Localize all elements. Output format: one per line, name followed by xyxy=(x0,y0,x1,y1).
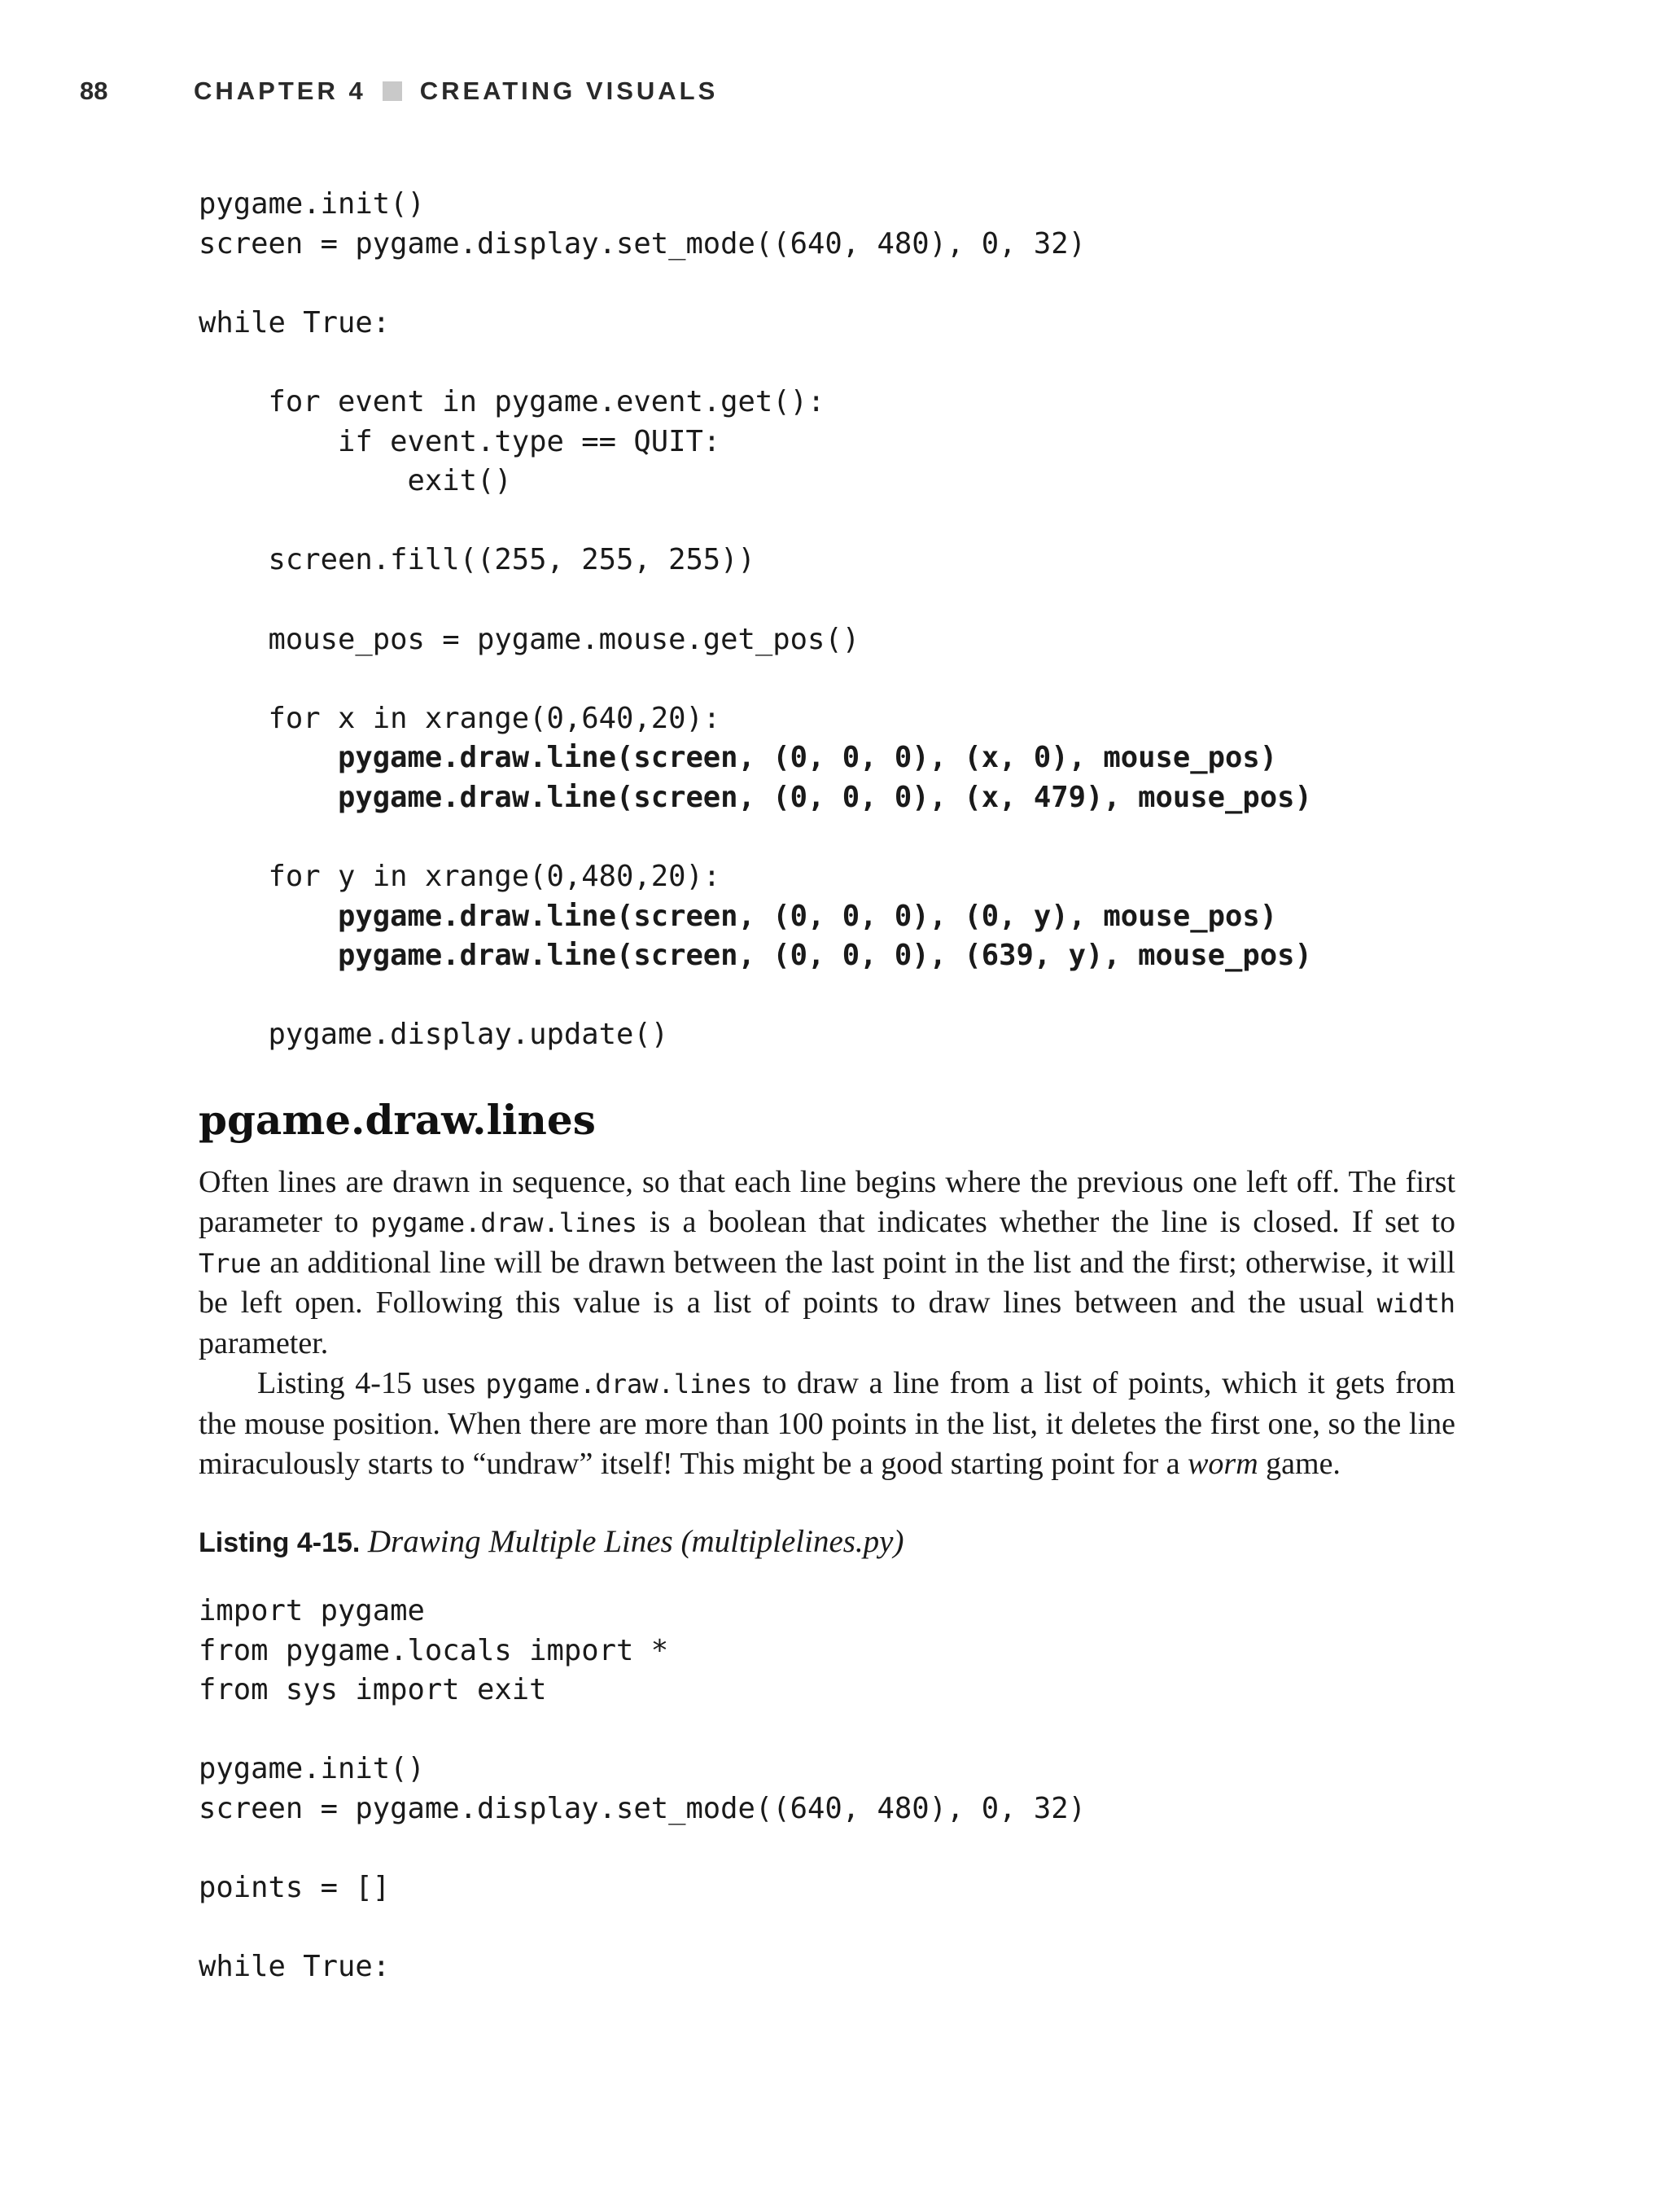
text-run: Listing 4-15 uses xyxy=(257,1365,486,1400)
code-line: mouse_pos = pygame.mouse.get_pos() xyxy=(199,622,860,656)
code-line: screen = pygame.display.set_mode((640, 480), 0, 32) xyxy=(199,1791,1087,1825)
code-line xyxy=(199,1908,1086,1948)
code-listing-4-15 xyxy=(199,1592,1086,1987)
code-line: from pygame.locals import * xyxy=(199,1633,669,1667)
text-run: to draw a line from a list of points, which it gets from the mouse position. When there are more than 100 points in the list, it deletes the first one, so the line miraculously starts to “undraw” itself! This might be a good starting point for a xyxy=(199,1365,1455,1481)
running-header xyxy=(80,75,718,107)
code-block-continued xyxy=(199,185,1312,1055)
code-line xyxy=(199,818,1312,858)
page-number: 88 xyxy=(80,77,108,105)
code-line: while True: xyxy=(199,305,391,339)
code-line: from sys import exit xyxy=(199,1673,547,1707)
paragraph xyxy=(199,1163,1455,1364)
code-line: pygame.init() xyxy=(199,1752,425,1786)
code-line-highlighted: pygame.draw.line(screen, (0, 0, 0), (0, y), mouse_pos) xyxy=(199,899,1278,933)
inline-code: pygame.draw.lines xyxy=(485,1368,753,1399)
code-line-highlighted: pygame.draw.line(screen, (0, 0, 0), (639, y), mouse_pos) xyxy=(199,939,1312,973)
code-line: for y in xrange(0,480,20): xyxy=(199,860,721,894)
code-line: import pygame xyxy=(199,1594,425,1627)
code-line: while True: xyxy=(199,1950,391,1984)
listing-caption xyxy=(199,1522,904,1562)
inline-code: width xyxy=(1376,1288,1455,1320)
chapter-label: CHAPTER 4 xyxy=(194,77,366,105)
inline-code: pygame.draw.lines xyxy=(370,1207,638,1238)
code-line xyxy=(199,659,1312,699)
code-line: for x in xrange(0,640,20): xyxy=(199,701,721,735)
code-line-highlighted: pygame.draw.line(screen, (0, 0, 0), (x, 479), mouse_pos) xyxy=(199,780,1312,814)
chapter-title: CREATING VISUALS xyxy=(419,77,719,105)
code-line xyxy=(199,580,1312,620)
text-run: parameter. xyxy=(199,1326,329,1361)
code-line xyxy=(199,502,1312,541)
text-run: game. xyxy=(1258,1446,1341,1481)
code-line: pygame.display.update() xyxy=(199,1018,669,1052)
separator-square-icon xyxy=(383,81,402,101)
code-line xyxy=(199,264,1312,304)
listing-label: Listing 4-15. xyxy=(199,1527,361,1558)
listing-title: Drawing Multiple Lines (multiplelines.py) xyxy=(367,1524,904,1559)
code-line-highlighted: pygame.draw.line(screen, (0, 0, 0), (x, 0), mouse_pos) xyxy=(199,741,1278,775)
code-line xyxy=(199,343,1312,383)
section-heading: pgame.draw.lines xyxy=(199,1096,596,1144)
code-line xyxy=(199,976,1312,1016)
code-line xyxy=(199,1710,1086,1750)
text-run: is a boolean that indicates whether the line is closed. If set to xyxy=(637,1204,1455,1239)
text-run: an additional line will be drawn between the last point in the list and the first; otherwise, it will be left open. Following this value is a list of points to draw lines between and the usual xyxy=(199,1245,1455,1321)
code-line: exit() xyxy=(199,464,512,498)
code-line: points = [] xyxy=(199,1871,391,1905)
code-line xyxy=(199,1829,1086,1869)
code-line: for event in pygame.event.get(): xyxy=(199,384,825,418)
code-line: pygame.init() xyxy=(199,187,425,221)
code-line: screen.fill((255, 255, 255)) xyxy=(199,543,755,577)
emphasis: worm xyxy=(1188,1446,1258,1481)
text-run: Often lines are drawn in sequence, so that each line begins where the previous one left off. The first parameter to xyxy=(199,1165,1455,1239)
body-text xyxy=(199,1163,1455,1483)
code-line: screen = pygame.display.set_mode((640, 480), 0, 32) xyxy=(199,226,1087,261)
code-line: if event.type == QUIT: xyxy=(199,424,721,458)
inline-code: True xyxy=(199,1247,262,1279)
paragraph xyxy=(199,1364,1455,1483)
